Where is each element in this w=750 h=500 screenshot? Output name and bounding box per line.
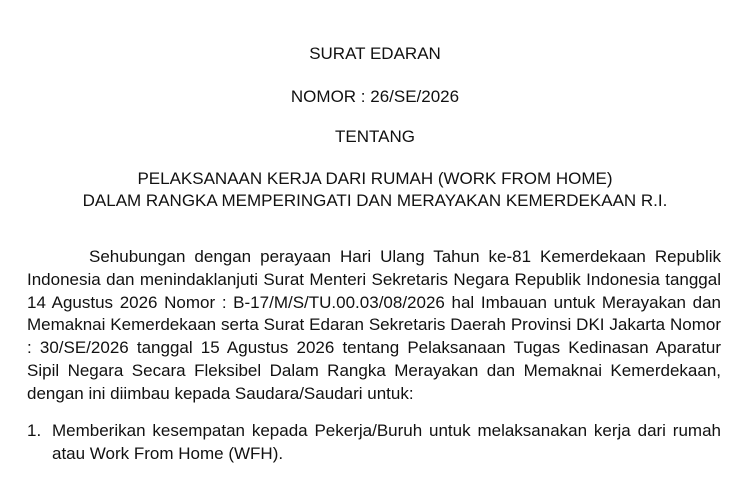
document-number: NOMOR : 26/SE/2026 [290,87,460,106]
document-subject-line-1: PELAKSANAAN KERJA DARI RUMAH (WORK FROM HOME) [137,169,613,188]
body-paragraph: Sehubungan dengan perayaan Hari Ulang Tahun ke-81 Kemerdekaan Republik Indonesia dan menindaklanjuti Surat Menteri Sekretaris Negara Republik Indonesia tanggal 14 Agustus 2026 Nomor : B-17/M/S/TU.00.03/08/2026 hal Imbauan untuk Merayakan dan Memaknai Kemerdekaan serta Surat Edaran Sekretaris Daerah Provinsi DKI Jakarta Nomor : 30/SE/2026 tanggal 15 Agustus 2026 tentang Pelaksanaan Tugas Kedinasan Aparatur Sipil Negara Secara Fleksibel Dalam Rangka Merayakan dan Memaknai Kemerdekaan, dengan ini diimbau kepada Saudara/Saudari untuk: [27,247,721,403]
document-about-label: TENTANG [335,127,415,146]
list-item [27,419,721,465]
document-subject-line-2: DALAM RANGKA MEMPERINGATI DAN MERAYAKAN KEMERDEKAAN R.I. [82,191,668,210]
document-heading: SURAT EDARAN [309,44,441,63]
list-item-text: Memberikan kesempatan kepada Pekerja/Buruh untuk melaksanakan kerja dari rumah atau Work From Home (WFH). [52,421,721,463]
list-item-number: 1. [27,421,42,440]
